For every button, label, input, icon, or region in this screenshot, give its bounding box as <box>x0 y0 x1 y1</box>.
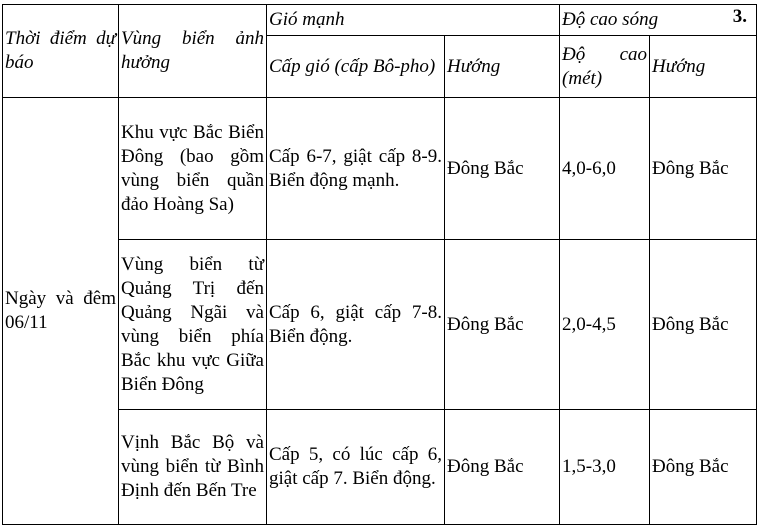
header-wave-direction: Hướng <box>650 36 757 98</box>
wind-direction-cell: Đông Bắc <box>445 410 560 525</box>
header-forecast-time: Thời điểm dự báo <box>3 5 119 98</box>
wind-level-cell: Cấp 6-7, giật cấp 8-9. Biển động mạnh. <box>267 98 445 240</box>
sea-forecast-table <box>2 4 757 525</box>
wave-direction-cell: Đông Bắc <box>650 410 757 525</box>
section-number: 3. <box>732 6 747 27</box>
wave-height-cell: 4,0-6,0 <box>560 98 650 240</box>
area-cell: Vịnh Bắc Bộ và vùng biển từ Bình Định đến Bến Tre <box>119 410 267 525</box>
wave-direction-cell: Đông Bắc <box>650 98 757 240</box>
area-cell: Vùng biển từ Quảng Trị đến Quảng Ngãi và vùng biển phía Bắc khu vực Giữa Biển Đông <box>119 240 267 410</box>
area-cell: Khu vực Bắc Biển Đông (bao gồm vùng biển quần đảo Hoàng Sa) <box>119 98 267 240</box>
wave-direction-cell: Đông Bắc <box>650 240 757 410</box>
forecast-time-cell: Ngày và đêm 06/11 <box>3 98 119 525</box>
wave-height-cell: 1,5-3,0 <box>560 410 650 525</box>
wind-level-cell: Cấp 6, giật cấp 7-8. Biển động. <box>267 240 445 410</box>
wind-direction-cell: Đông Bắc <box>445 240 560 410</box>
header-wind-level: Cấp gió (cấp Bô-pho) <box>267 36 445 98</box>
header-wave-height: Độ cao sóng <box>560 5 757 36</box>
table-row <box>3 98 757 240</box>
header-row-1 <box>3 5 757 36</box>
header-wind-direction: Hướng <box>445 36 560 98</box>
header-wave-height-m: Độ cao (mét) <box>560 36 650 98</box>
wind-level-cell: Cấp 5, có lúc cấp 6, giật cấp 7. Biển động. <box>267 410 445 525</box>
header-affected-area: Vùng biển ảnh hưởng <box>119 5 267 98</box>
wave-height-cell: 2,0-4,5 <box>560 240 650 410</box>
wind-direction-cell: Đông Bắc <box>445 98 560 240</box>
header-strong-wind: Gió mạnh <box>267 5 560 36</box>
